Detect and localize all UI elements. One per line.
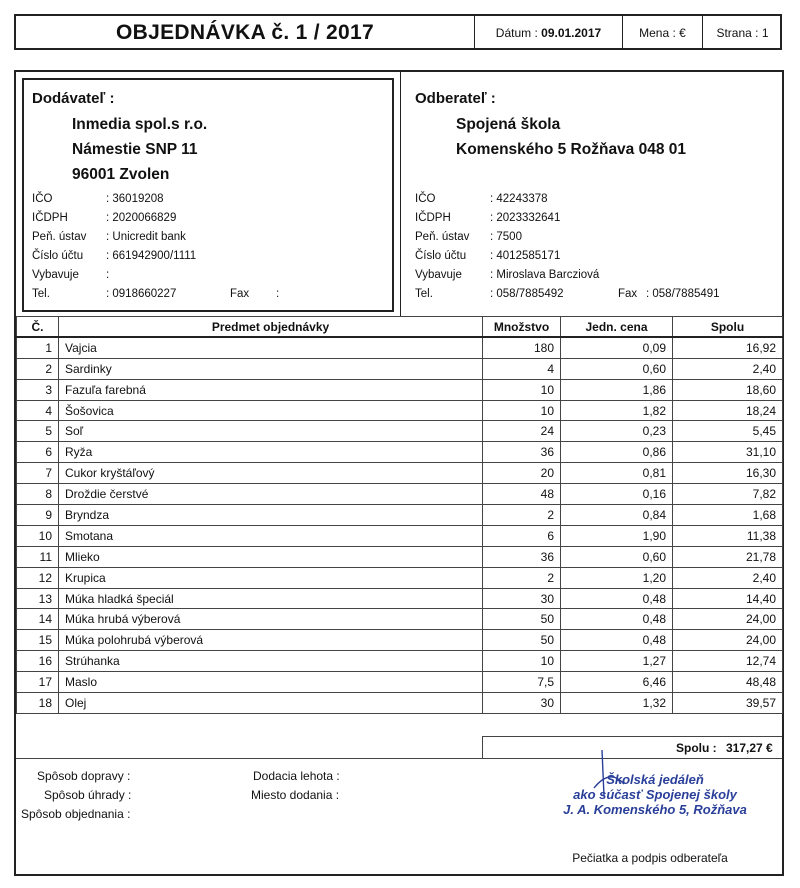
currency-label: Mena : bbox=[639, 26, 676, 40]
ordering-label: Spôsob objednania : bbox=[21, 807, 131, 821]
customer-bank-label: Peň. ústav bbox=[415, 231, 470, 243]
row-item: Olej bbox=[59, 693, 483, 714]
row-item: Smotana bbox=[59, 525, 483, 546]
supplier-account-label: Číslo účtu bbox=[32, 250, 84, 262]
row-unit-price: 1,82 bbox=[561, 400, 673, 421]
grand-total-label: Spolu : bbox=[676, 741, 717, 755]
row-number: 11 bbox=[17, 546, 59, 567]
row-quantity: 180 bbox=[483, 337, 561, 358]
row-total: 2,40 bbox=[673, 358, 783, 379]
column-header-total: Spolu bbox=[673, 317, 783, 338]
customer-icdph-label: IČDPH bbox=[415, 212, 451, 224]
row-number: 16 bbox=[17, 651, 59, 672]
row-number: 6 bbox=[17, 442, 59, 463]
row-unit-price: 1,32 bbox=[561, 693, 673, 714]
table-row bbox=[17, 567, 783, 588]
page-cell bbox=[702, 16, 782, 48]
party-divider bbox=[400, 72, 401, 316]
table-row bbox=[17, 379, 783, 400]
row-item: Mlieko bbox=[59, 546, 483, 567]
row-quantity: 7,5 bbox=[483, 672, 561, 693]
row-item: Múka hrubá výberová bbox=[59, 609, 483, 630]
row-quantity: 20 bbox=[483, 463, 561, 484]
supplier-tel-label: Tel. bbox=[32, 288, 50, 300]
row-quantity: 36 bbox=[483, 546, 561, 567]
row-quantity: 48 bbox=[483, 484, 561, 505]
footer-divider bbox=[16, 758, 782, 759]
row-total: 21,78 bbox=[673, 546, 783, 567]
row-item: Múka polohrubá výberová bbox=[59, 630, 483, 651]
customer-name: Spojená škola bbox=[456, 116, 561, 133]
customer-fax-label: Fax bbox=[618, 288, 638, 300]
row-item: Šošovica bbox=[59, 400, 483, 421]
delivery-place-label: Miesto dodania : bbox=[251, 788, 340, 802]
school-stamp bbox=[520, 772, 790, 817]
supplier-ico-value: : 36019208 bbox=[106, 193, 164, 205]
row-unit-price: 0,86 bbox=[561, 442, 673, 463]
row-quantity: 10 bbox=[483, 379, 561, 400]
row-number: 3 bbox=[17, 379, 59, 400]
row-quantity: 10 bbox=[483, 651, 561, 672]
column-header-no: Č. bbox=[17, 317, 59, 338]
customer-heading: Odberateľ : bbox=[415, 90, 496, 107]
row-item: Strúhanka bbox=[59, 651, 483, 672]
currency-cell bbox=[622, 16, 702, 48]
row-total: 18,24 bbox=[673, 400, 783, 421]
date-value: 09.01.2017 bbox=[541, 26, 602, 40]
customer-address: Komenského 5 Rožňava 048 01 bbox=[456, 141, 687, 158]
customer-handler-label: Vybavuje bbox=[415, 269, 462, 281]
table-row bbox=[17, 505, 783, 526]
row-total: 16,30 bbox=[673, 463, 783, 484]
row-quantity: 50 bbox=[483, 630, 561, 651]
page-label: Strana : bbox=[716, 26, 759, 40]
supplier-handler-label: Vybavuje bbox=[32, 269, 79, 281]
row-total: 24,00 bbox=[673, 609, 783, 630]
customer-account-value: : 4012585171 bbox=[490, 250, 561, 262]
payment-label: Spôsob úhrady : bbox=[44, 788, 132, 802]
grand-total-value: 317,27 € bbox=[726, 741, 773, 755]
customer-icdph-value: : 2023332641 bbox=[490, 212, 561, 224]
row-quantity: 30 bbox=[483, 693, 561, 714]
table-row bbox=[17, 546, 783, 567]
table-row bbox=[17, 651, 783, 672]
table-row bbox=[17, 484, 783, 505]
row-item: Ryža bbox=[59, 442, 483, 463]
row-quantity: 6 bbox=[483, 525, 561, 546]
row-total: 18,60 bbox=[673, 379, 783, 400]
supplier-bank-value: : Unicredit bank bbox=[106, 231, 186, 243]
row-unit-price: 1,86 bbox=[561, 379, 673, 400]
stamp-line-2: ako súčasť Spojenej školy bbox=[573, 787, 737, 802]
table-row bbox=[17, 525, 783, 546]
date-cell bbox=[474, 16, 622, 48]
row-quantity: 30 bbox=[483, 588, 561, 609]
customer-ico-value: : 42243378 bbox=[490, 193, 548, 205]
supplier-heading: Dodávateľ : bbox=[32, 90, 115, 107]
customer-ico-label: IČO bbox=[415, 193, 436, 205]
row-number: 18 bbox=[17, 693, 59, 714]
table-row bbox=[17, 630, 783, 651]
row-quantity: 24 bbox=[483, 421, 561, 442]
table-row bbox=[17, 337, 783, 358]
row-unit-price: 0,48 bbox=[561, 630, 673, 651]
row-number: 17 bbox=[17, 672, 59, 693]
total-row-divider bbox=[482, 736, 483, 758]
supplier-city: 96001 Zvolen bbox=[72, 166, 170, 183]
row-total: 2,40 bbox=[673, 567, 783, 588]
order-title: OBJEDNÁVKA č. 1 / 2017 bbox=[116, 21, 374, 44]
row-total: 12,74 bbox=[673, 651, 783, 672]
supplier-handler-value: : bbox=[106, 269, 110, 281]
order-header bbox=[14, 14, 782, 50]
row-number: 4 bbox=[17, 400, 59, 421]
row-item: Bryndza bbox=[59, 505, 483, 526]
row-number: 9 bbox=[17, 505, 59, 526]
customer-fax-value: : 058/7885491 bbox=[646, 288, 720, 300]
table-header-row bbox=[17, 317, 783, 338]
row-total: 24,00 bbox=[673, 630, 783, 651]
row-unit-price: 1,90 bbox=[561, 525, 673, 546]
table-row bbox=[17, 421, 783, 442]
row-unit-price: 1,20 bbox=[561, 567, 673, 588]
page-value: 1 bbox=[761, 26, 769, 40]
row-item: Soľ bbox=[59, 421, 483, 442]
table-row bbox=[17, 672, 783, 693]
supplier-name: Inmedia spol.s r.o. bbox=[72, 116, 208, 133]
row-unit-price: 0,84 bbox=[561, 505, 673, 526]
row-item: Sardinky bbox=[59, 358, 483, 379]
row-total: 5,45 bbox=[673, 421, 783, 442]
table-row bbox=[17, 588, 783, 609]
row-total: 1,68 bbox=[673, 505, 783, 526]
row-unit-price: 6,46 bbox=[561, 672, 673, 693]
row-total: 14,40 bbox=[673, 588, 783, 609]
transport-label: Spôsob dopravy : bbox=[37, 769, 131, 783]
row-item: Fazuľa farebná bbox=[59, 379, 483, 400]
row-item: Cukor kryštáľový bbox=[59, 463, 483, 484]
row-number: 8 bbox=[17, 484, 59, 505]
row-number: 13 bbox=[17, 588, 59, 609]
row-total: 16,92 bbox=[673, 337, 783, 358]
delivery-deadline-label: Dodacia lehota : bbox=[253, 769, 340, 783]
customer-tel-value: : 058/7885492 bbox=[490, 288, 564, 300]
supplier-tel-value: : 0918660227 bbox=[106, 288, 177, 300]
row-number: 1 bbox=[17, 337, 59, 358]
row-quantity: 2 bbox=[483, 505, 561, 526]
row-quantity: 50 bbox=[483, 609, 561, 630]
table-row bbox=[17, 609, 783, 630]
row-quantity: 2 bbox=[483, 567, 561, 588]
row-unit-price: 0,60 bbox=[561, 358, 673, 379]
signature-label: Pečiatka a podpis odberateľa bbox=[572, 851, 728, 865]
table-row bbox=[17, 442, 783, 463]
row-unit-price: 0,23 bbox=[561, 421, 673, 442]
row-item: Maslo bbox=[59, 672, 483, 693]
row-unit-price: 0,09 bbox=[561, 337, 673, 358]
row-item: Múka hladká špeciál bbox=[59, 588, 483, 609]
supplier-account-value: : 661942900/1111 bbox=[106, 250, 197, 262]
row-item: Droždie čerstvé bbox=[59, 484, 483, 505]
row-number: 12 bbox=[17, 567, 59, 588]
row-number: 2 bbox=[17, 358, 59, 379]
supplier-bank-label: Peň. ústav bbox=[32, 231, 87, 243]
row-total: 48,48 bbox=[673, 672, 783, 693]
row-total: 39,57 bbox=[673, 693, 783, 714]
row-total: 31,10 bbox=[673, 442, 783, 463]
supplier-fax-label: Fax bbox=[230, 288, 250, 300]
row-number: 5 bbox=[17, 421, 59, 442]
row-unit-price: 0,48 bbox=[561, 588, 673, 609]
table-row bbox=[17, 400, 783, 421]
table-row bbox=[17, 693, 783, 714]
customer-handler-value: : Miroslava Barcziová bbox=[490, 269, 600, 281]
table-body bbox=[17, 337, 783, 713]
customer-account-label: Číslo účtu bbox=[415, 250, 467, 262]
supplier-icdph-label: IČDPH bbox=[32, 212, 68, 224]
currency-value: € bbox=[679, 26, 686, 40]
row-unit-price: 1,27 bbox=[561, 651, 673, 672]
row-unit-price: 0,48 bbox=[561, 609, 673, 630]
supplier-fax-value: : bbox=[276, 288, 280, 300]
row-number: 15 bbox=[17, 630, 59, 651]
row-unit-price: 0,16 bbox=[561, 484, 673, 505]
column-header-qty: Množstvo bbox=[483, 317, 561, 338]
row-quantity: 36 bbox=[483, 442, 561, 463]
row-number: 10 bbox=[17, 525, 59, 546]
row-quantity: 10 bbox=[483, 400, 561, 421]
stamp-line-1: Školská jedáleň bbox=[606, 772, 704, 787]
row-item: Vajcia bbox=[59, 337, 483, 358]
supplier-icdph-value: : 2020066829 bbox=[106, 212, 177, 224]
customer-bank-value: : 7500 bbox=[490, 231, 522, 243]
table-row bbox=[17, 358, 783, 379]
customer-tel-label: Tel. bbox=[415, 288, 433, 300]
row-number: 7 bbox=[17, 463, 59, 484]
column-header-item: Predmet objednávky bbox=[59, 317, 483, 338]
table-row bbox=[17, 463, 783, 484]
stamp-line-3: J. A. Komenského 5, Rožňava bbox=[563, 802, 747, 817]
row-total: 7,82 bbox=[673, 484, 783, 505]
row-total: 11,38 bbox=[673, 525, 783, 546]
date-label: Dátum : bbox=[495, 26, 538, 40]
supplier-ico-label: IČO bbox=[32, 193, 53, 205]
row-unit-price: 0,81 bbox=[561, 463, 673, 484]
row-quantity: 4 bbox=[483, 358, 561, 379]
supplier-street: Námestie SNP 11 bbox=[72, 141, 198, 158]
column-header-unit-price: Jedn. cena bbox=[561, 317, 673, 338]
row-unit-price: 0,60 bbox=[561, 546, 673, 567]
row-item: Krupica bbox=[59, 567, 483, 588]
row-number: 14 bbox=[17, 609, 59, 630]
signature-mark bbox=[580, 748, 640, 808]
order-items-table bbox=[16, 316, 783, 714]
